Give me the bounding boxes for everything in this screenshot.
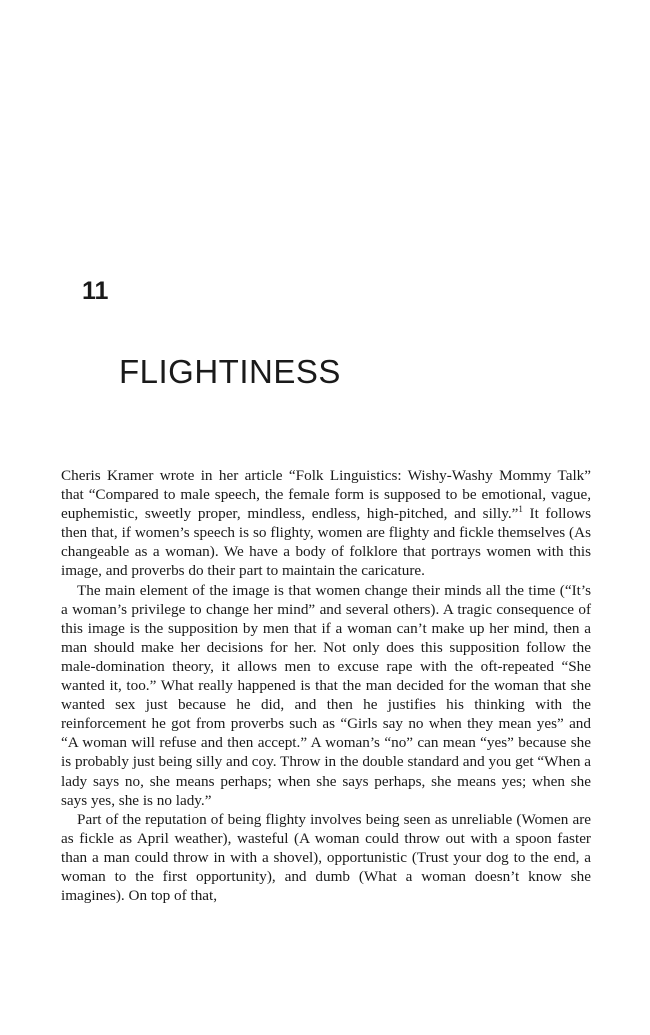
paragraph-3: Part of the reputation of being flighty involves being seen as unreliable (Women are as fickle as April weather), wasteful (A woman could throw out with a spoon faster than a man could throw in with a shovel), opportunistic (Trust your dog to the end, a woman to the first opportunity), and dumb (What a woman doesn’t know she imagines). On top of that, — [61, 810, 591, 905]
paragraph-1 — [61, 466, 591, 581]
chapter-title: FLIGHTINESS — [119, 353, 341, 390]
paragraph-2: The main element of the image is that women change their minds all the time (“It’s a woman’s privilege to change her mind” and several others). A tragic consequence of this image is the supposition by men that if a woman can’t make up her mind, then a man should make her decisions for her. Not only does this supposition follow the male-domination theory, it allows men to excuse rape with the oft-repeated “She wanted it, too.” What really happened is that the man decided for the woman that she wanted sex just because he did, and then he justifies his thinking with the reinforcement he got from proverbs such as “Girls say no when they mean yes” and “A woman will refuse and then accept.” A woman’s “no” can mean “yes” because she is probably just being silly and coy. Throw in the double standard and you get “When a lady says no, she means perhaps; when she says perhaps, she means yes; when she says yes, she is no lady.” — [61, 581, 591, 809]
body-text — [61, 466, 591, 905]
chapter-number: 11 — [82, 277, 109, 305]
paragraph-1-continuation: It follows then that, if women’s speech is so flighty, women are flighty and fickle themselves (As changeable as a woman). We have a body of folklore that portrays women with this image, and proverbs do their part to maintain the caricature. — [61, 505, 591, 580]
paragraph-1-text: Cheris Kramer wrote in her article “Folk Linguistics: Wishy-Washy Mommy Talk” that “Compared to male speech, the female form is supposed to be emotional, vague, euphemistic, sweetly proper, mindless, endless, high-pitched, and silly.” — [61, 467, 591, 523]
footnote-marker: 1 — [518, 504, 523, 515]
